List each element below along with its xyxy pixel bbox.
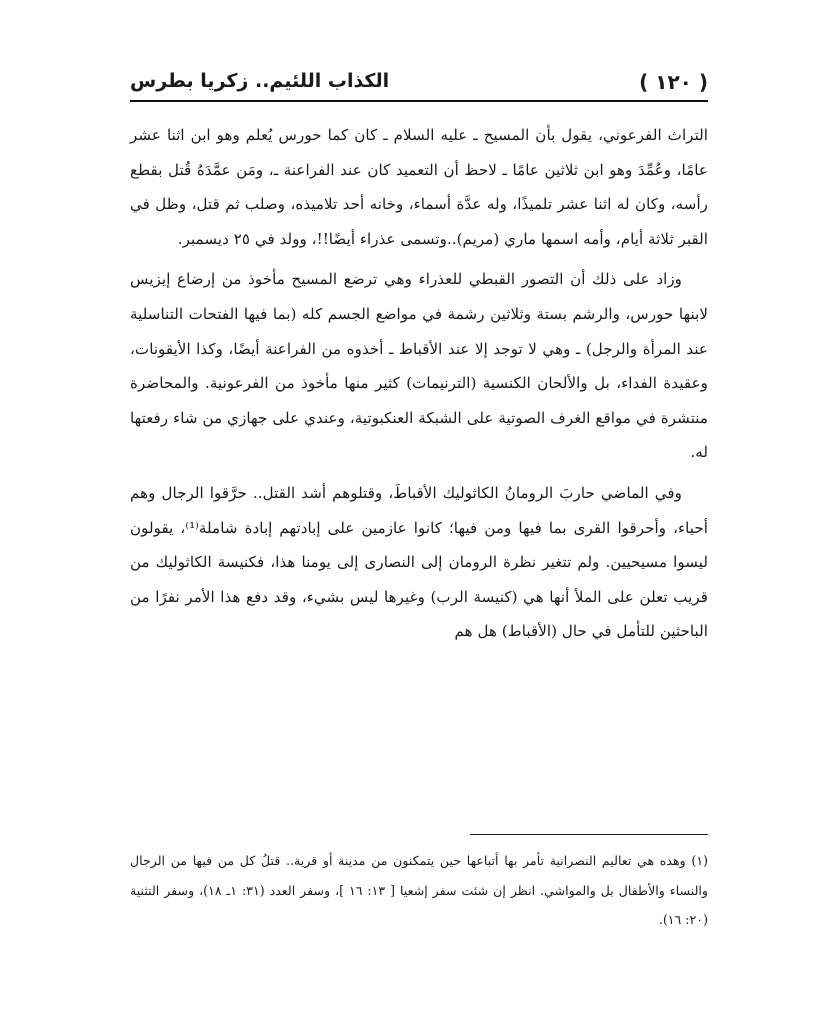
- main-text: [130, 118, 708, 649]
- footnote-separator: [470, 834, 708, 835]
- footnote: (١) وهذه هي تعاليم النصرانية تأمر بها أتباعها حين يتمكنون من مدينة أو قرية.. قتلُ كل من فيها من الرجال والنساء والأطفال بل والمواشي. انظر إن شئت سفر إشعيا [ ١٣: ١٦ ]، وسفر العدد (٣١: ١ـ ١٨)، وسفر التثنية (٢٠: ١٦).: [130, 853, 708, 927]
- paragraph: التراث الفرعوني، يقول بأن المسيح ـ عليه السلام ـ كان كما حورس يُعلم وهو ابن اثنا عشر عامًا، وعُمِّدَ وهو ابن ثلاثين عامًا ـ لاحظ أن التعميد كان عند الفراعنة ـ، ومَن عمَّدَهُ قُتل بقطع رأسه، وكان له اثنا عشر تلميذًا، وله عدَّة أسماء، وخانه أحد تلاميذه، وصلب ثم قتل، وظل في القبر ثلاثة أيام، وأمه اسمها ماري (مريم)..وتسمى عذراء أيضًا!!، وولد في ٢٥ ديسمبر.: [130, 126, 708, 248]
- page-number: ( ١٢٠ ): [639, 70, 708, 94]
- page-header: [130, 70, 708, 102]
- running-title: الكذاب اللئيم.. زكريا بطرس: [130, 70, 390, 92]
- paragraph: وزاد على ذلك أن التصور القبطي للعذراء وهي ترضع المسيح مأخوذ من إرضاع إيزيس لابنها حورس، والرشم بستة وثلاثين رشمة في مواضع الجسم كله (بما فيها الفتحات التناسلية عند المرأة والرجل) ـ وهي لا توجد إلا عند الأقباط ـ أخذوه من الفراعنة أيضًا، وكذا الأيقونات، وعقيدة الفداء، بل والألحان الكنسية (الترنيمات) كثير منها مأخوذ من الفرعونية. والمحاضرة منتشرة في مواقع الغرف الصوتية على الشبكة العنكبوتية، وعندي على جهازي من شاء رفعتها له.: [130, 270, 708, 462]
- paragraph: وفي الماضي حاربَ الرومانُ الكاثوليك الأقباطَ، وقتلوهم أشد القتل.. حرَّقوا الرجال وهم أحياء، وأحرقوا القرى بما فيها ومن فيها؛ كانوا عازمين على إبادتهم إبادة شاملة⁽¹⁾، يقولون ليسوا مسيحيين. ولم تتغير نظرة الرومان إلى النصارى إلى يومنا هذا، فكنيسة الكاثوليك من قريب تعلن على الملأ أنها هي (كنيسة الرب) وغيرها ليس بشيء، وقد دفع هذا الأمر نفرًا من الباحثين للتأمل في حال (الأقباط) هل هم: [130, 483, 708, 641]
